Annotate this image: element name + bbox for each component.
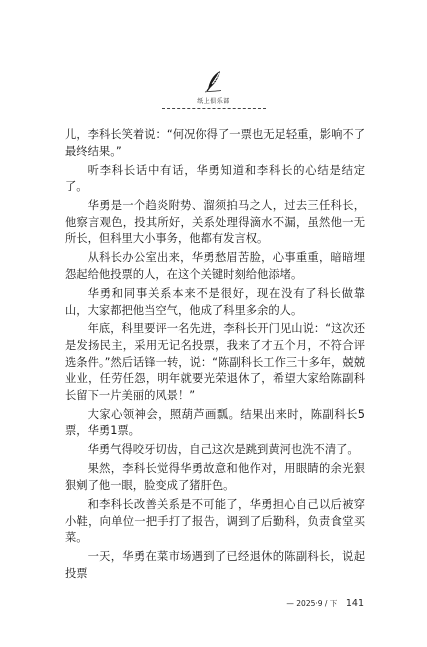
page-footer: [286, 598, 364, 609]
article-body: [65, 127, 365, 585]
paragraph: 大家心领神会，照葫芦画瓢。结果出来时，陈副科长5票，华勇1票。: [65, 407, 365, 438]
paragraph: 儿，李科长笑着说：“何况你得了一票也无足轻重，影响不了最终结果。”: [65, 128, 365, 158]
paragraph: 一天，华勇在菜市场遇到了已经退休的陈副科长，说起投票: [65, 550, 365, 580]
paragraph: 听李科长话中有话，华勇知道和李科长的心结是结定了。: [65, 163, 365, 194]
paragraph: 果然，李科长觉得华勇故意和他作对，用眼睛的余光狠狠剜了他一眼，脸变成了猪肝色。: [65, 462, 365, 492]
issue-label: — 2025·9 / 下: [286, 599, 338, 608]
section-title: 纸上俱乐部: [197, 98, 230, 105]
page-header: [0, 68, 427, 109]
paragraph: 华勇和同事关系本来不是很好，现在没有了科长做靠山，大家都把他当空气，他成了科里多余的人。: [65, 286, 365, 317]
page-number: 141: [345, 598, 364, 609]
paragraph: 华勇是一个趋炎附势、溜须拍马之人，过去三任科长，他察言观色，投其所好，关系处理得滴水不漏，虽然他一无所长，但科里大小事务，他都有发言权。: [65, 199, 365, 246]
paragraph: 华勇气得咬牙切齿，自己这次是跳到黄河也洗不清了。: [87, 443, 359, 457]
paragraph: 从科长办公室出来，华勇愁眉苦脸，心事重重，暗暗埋怨起给他投票的人，在这个关键时刻给他添堵。: [65, 251, 365, 281]
header-divider: [162, 108, 266, 109]
paragraph: 和李科长改善关系是不可能了，华勇担心自己以后被穿小鞋，向单位一把手打了报告，调到了后勤科，负责食堂买菜。: [65, 497, 365, 545]
paragraph: 年底，科里要评一名先进，李科长开门见山说：“这次还是发扬民主，采用无记名投票，我来了才五个月，不符合评选条件。”然后话锋一转，说：“陈副科长工作三十多年，兢兢业业，任劳任怨，明年就要光荣退休了，希望大家给陈副科长留下一片美丽的风景！”: [65, 322, 365, 402]
feather-pen-icon: [201, 68, 227, 94]
